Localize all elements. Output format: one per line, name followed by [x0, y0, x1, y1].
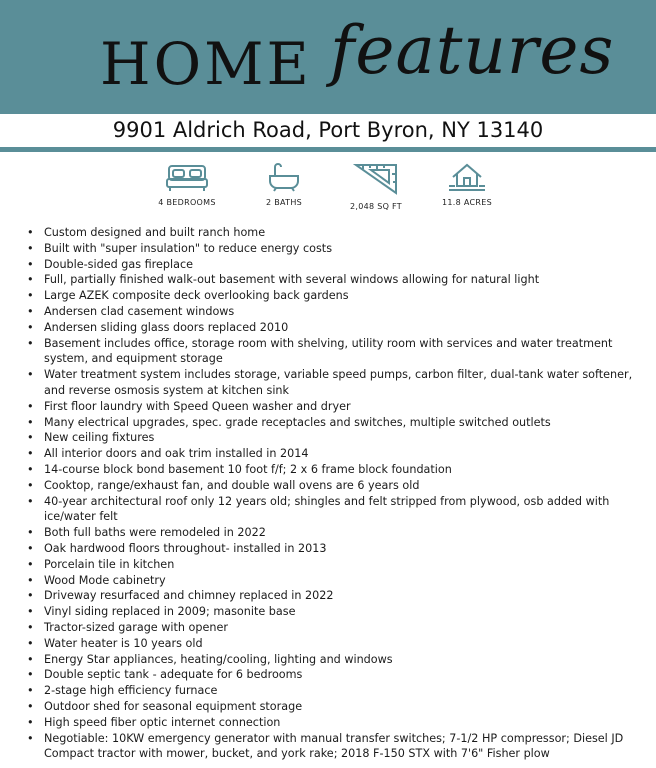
feature-item: • Water treatment system includes storage, variable speed pumps, carbon filter, dual-tank water softener, and reverse osmosis system at kitchen sink	[44, 367, 650, 399]
feature-item: • Many electrical upgrades, spec. grade receptacles and switches, multiple switched outlets	[44, 415, 650, 431]
feature-item: • Driveway resurfaced and chimney replaced in 2022	[44, 588, 650, 604]
feature-item: • Porcelain tile in kitchen	[44, 557, 650, 573]
bathtub-icon	[267, 162, 301, 192]
feature-item: • Double-sided gas fireplace	[44, 257, 650, 273]
feature-item: • Large AZEK composite deck overlooking back gardens	[44, 288, 650, 304]
stat-label: 4 BEDROOMS	[158, 198, 216, 207]
feature-item: • Outdoor shed for seasonal equipment storage	[44, 699, 650, 715]
feature-item: • 40-year architectural roof only 12 years old; shingles and felt stripped from plywood, osb added with ice/water felt	[44, 494, 650, 526]
feature-item: • High speed fiber optic internet connection	[44, 715, 650, 731]
feature-item: • Tractor-sized garage with opener	[44, 620, 650, 636]
stats-row	[0, 162, 656, 218]
feature-item: • All interior doors and oak trim installed in 2014	[44, 446, 650, 462]
feature-item: • 14-course block bond basement 10 foot f/f; 2 x 6 frame block foundation	[44, 462, 650, 478]
title-home: HOME	[100, 30, 312, 98]
features-list	[22, 225, 650, 762]
feature-item: • Wood Mode cabinetry	[44, 573, 650, 589]
feature-item: • Andersen clad casement windows	[44, 304, 650, 320]
stat-label: 2,048 SQ FT	[349, 202, 402, 211]
feature-item: • Full, partially finished walk-out basement with several windows allowing for natural light	[44, 272, 650, 288]
title-features: features	[330, 12, 615, 89]
property-address: 9901 Aldrich Road, Port Byron, NY 13140	[112, 118, 544, 142]
feature-item: • Andersen sliding glass doors replaced 2010	[44, 320, 650, 336]
feature-item: • Energy Star appliances, heating/cooling, lighting and windows	[44, 652, 650, 668]
bed-icon	[165, 162, 209, 192]
feature-item: • First floor laundry with Speed Queen washer and dryer	[44, 399, 650, 415]
feature-item: • Cooktop, range/exhaust fan, and double wall ovens are 6 years old	[44, 478, 650, 494]
feature-item: • Built with "super insulation" to reduce energy costs	[44, 241, 650, 257]
feature-item: • Vinyl siding replaced in 2009; masonite base	[44, 604, 650, 620]
feature-item: • New ceiling fixtures	[44, 430, 650, 446]
feature-item: • Double septic tank - adequate for 6 bedrooms	[44, 667, 650, 683]
feature-item: • Basement includes office, storage room with shelving, utility room with services and water treatment system, and equipment storage	[44, 336, 650, 368]
triangle-ruler-icon	[353, 162, 399, 196]
feature-item: • Custom designed and built ranch home	[44, 225, 650, 241]
stat-bedrooms	[132, 162, 242, 207]
stat-label: 2 BATHS	[265, 198, 303, 207]
feature-item: • Both full baths were remodeled in 2022	[44, 525, 650, 541]
feature-item: • Water heater is 10 years old	[44, 636, 650, 652]
stat-acres	[412, 162, 522, 207]
house-land-icon	[447, 162, 487, 192]
feature-item: • Oak hardwood floors throughout- installed in 2013	[44, 541, 650, 557]
feature-item: • 2-stage high efficiency furnace	[44, 683, 650, 699]
stat-label: 11.8 ACRES	[442, 198, 492, 207]
header-rule	[0, 147, 656, 152]
feature-item: • Negotiable: 10KW emergency generator with manual transfer switches; 7-1/2 HP compressor; Diesel JD Compact tractor with mower, bucket, and york rake; 2018 F-150 STX with 7'6" Fisher plow	[44, 731, 650, 763]
